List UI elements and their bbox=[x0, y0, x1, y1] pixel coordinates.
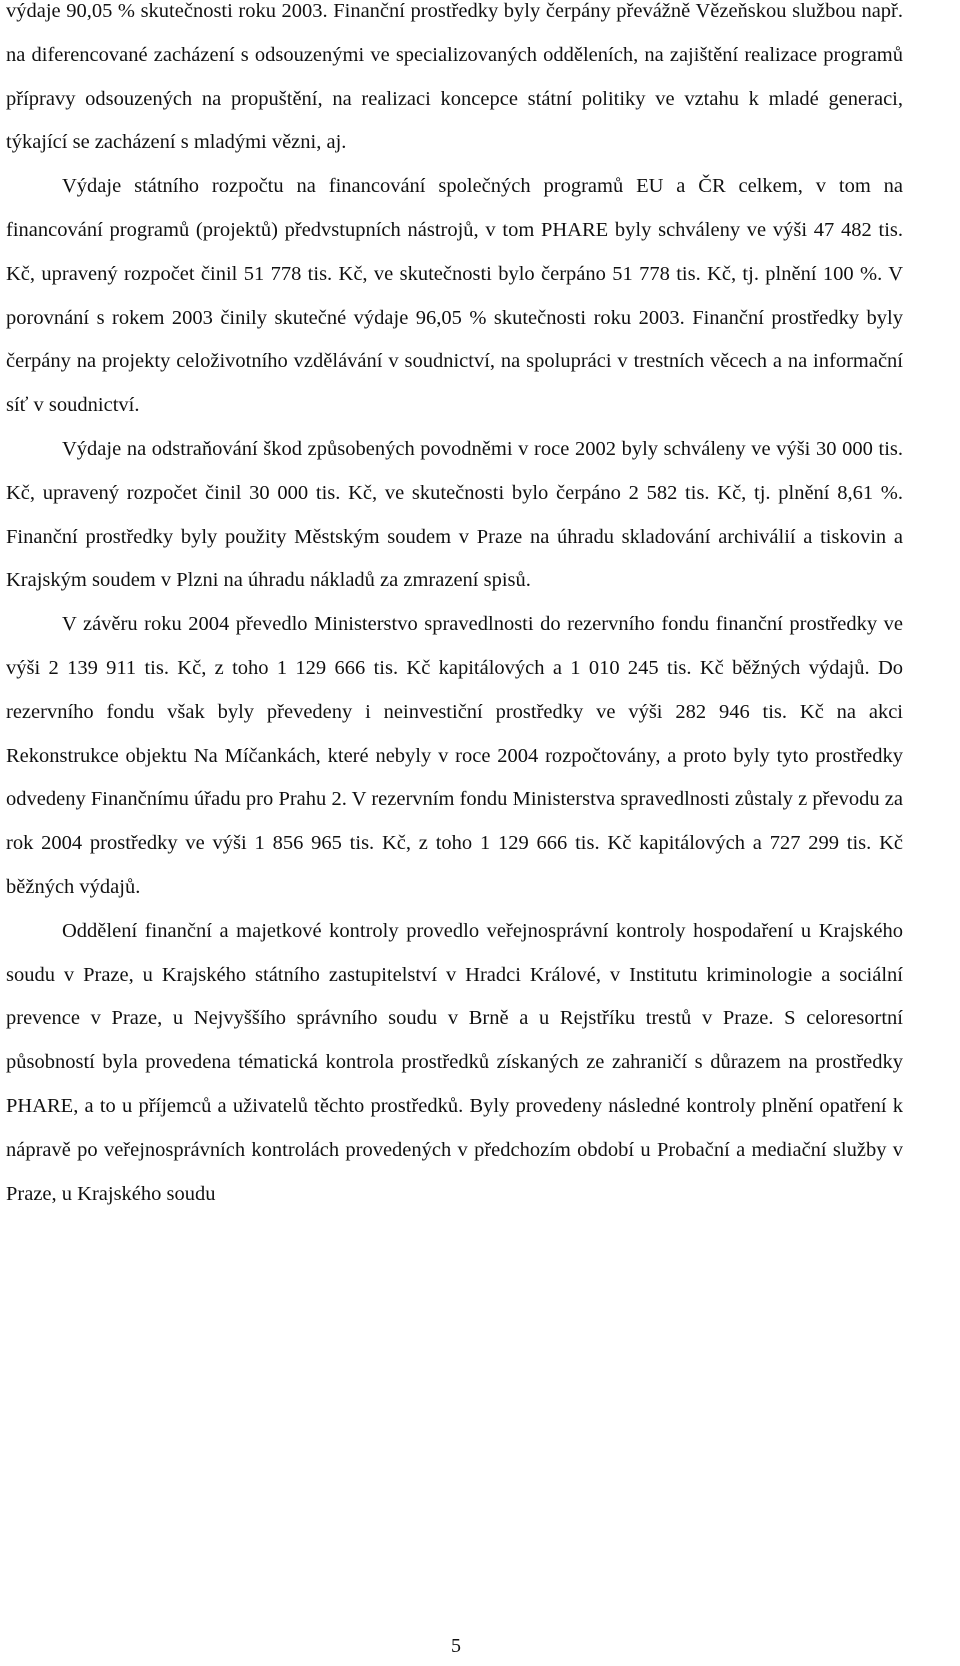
body-text bbox=[6, 0, 903, 1216]
paragraph-flood-damage: Výdaje na odstraňování škod způsobených povodněmi v roce 2002 byly schváleny ve výši 30 000 tis. Kč, upravený rozpočet činil 30 000 tis. Kč, ve skutečnosti bylo čerpáno 2 582 tis. Kč, tj. plnění 8,61 %. Finanční prostředky byly použity Městským soudem v Praze na úhradu skladování archiválií a tiskovin a Krajským soudem v Plzni na úhradu nákladů za zmrazení spisů. bbox=[6, 437, 903, 592]
paragraph-reserve-fund: V závěru roku 2004 převedlo Ministerstvo spravedlnosti do rezervního fondu finanční prostředky ve výši 2 139 911 tis. Kč, z toho 1 129 666 tis. Kč kapitálových a 1 010 245 tis. Kč běžných výdajů. Do rezervního fondu však byly převedeny i neinvestiční prostředky ve výši 282 946 tis. Kč na akci Rekonstrukce objektu Na Míčankách, které nebyly v roce 2004 rozpočtovány, a proto byly tyto prostředky odvedeny Finančnímu úřadu pro Prahu 2. V rezervním fondu Ministerstva spravedlnosti zůstaly z převodu za rok 2004 prostředky ve výši 1 856 965 tis. Kč, z toho 1 129 666 tis. Kč kapitálových a 727 299 tis. Kč běžných výdajů. bbox=[6, 613, 903, 898]
paragraph-eu-programs: Výdaje státního rozpočtu na financování společných programů EU a ČR celkem, v tom na financování programů (projektů) předvstupních nástrojů, v tom PHARE byly schváleny ve výši 47 482 tis. Kč, upravený rozpočet činil 51 778 tis. Kč, ve skutečnosti bylo čerpáno 51 778 tis. Kč, tj. plnění 100 %. V porovnání s rokem 2003 činily skutečné výdaje 96,05 % skutečnosti roku 2003. Finanční prostředky byly čerpány na projekty celoživotního vzdělávání v soudnictví, na spolupráci v trestních věcech a na informační síť v soudnictví. bbox=[6, 175, 903, 417]
paragraph-continuation: výdaje 90,05 % skutečnosti roku 2003. Finanční prostředky byly čerpány převážně Vězeňskou službou např. na diferencované zacházení s odsouzenými ve specializovaných odděleních, na zajištění realizace programů přípravy odsouzených na propuštění, na realizaci koncepce státní politiky ve vztahu k mladé generaci, týkající se zacházení s mladými vězni, aj. bbox=[6, 0, 903, 154]
page-number: 5 bbox=[451, 1635, 461, 1657]
paragraph-financial-control: Oddělení finanční a majetkové kontroly provedlo veřejnosprávní kontroly hospodaření u Krajského soudu v Praze, u Krajského státního zastupitelství v Hradci Králové, v Institutu kriminologie a sociální prevence v Praze, u Nejvyššího správního soudu v Brně a u Rejstříku trestů v Praze. S celoresortní působností byla provedena tématická kontrola prostředků získaných ze zahraničí s důrazem na prostředky PHARE, a to u příjemců a uživatelů těchto prostředků. Byly provedeny následné kontroly plnění opatření k nápravě po veřejnosprávních kontrolách provedených v předchozím období u Probační a mediační služby v Praze, u Krajského soudu bbox=[6, 919, 903, 1205]
